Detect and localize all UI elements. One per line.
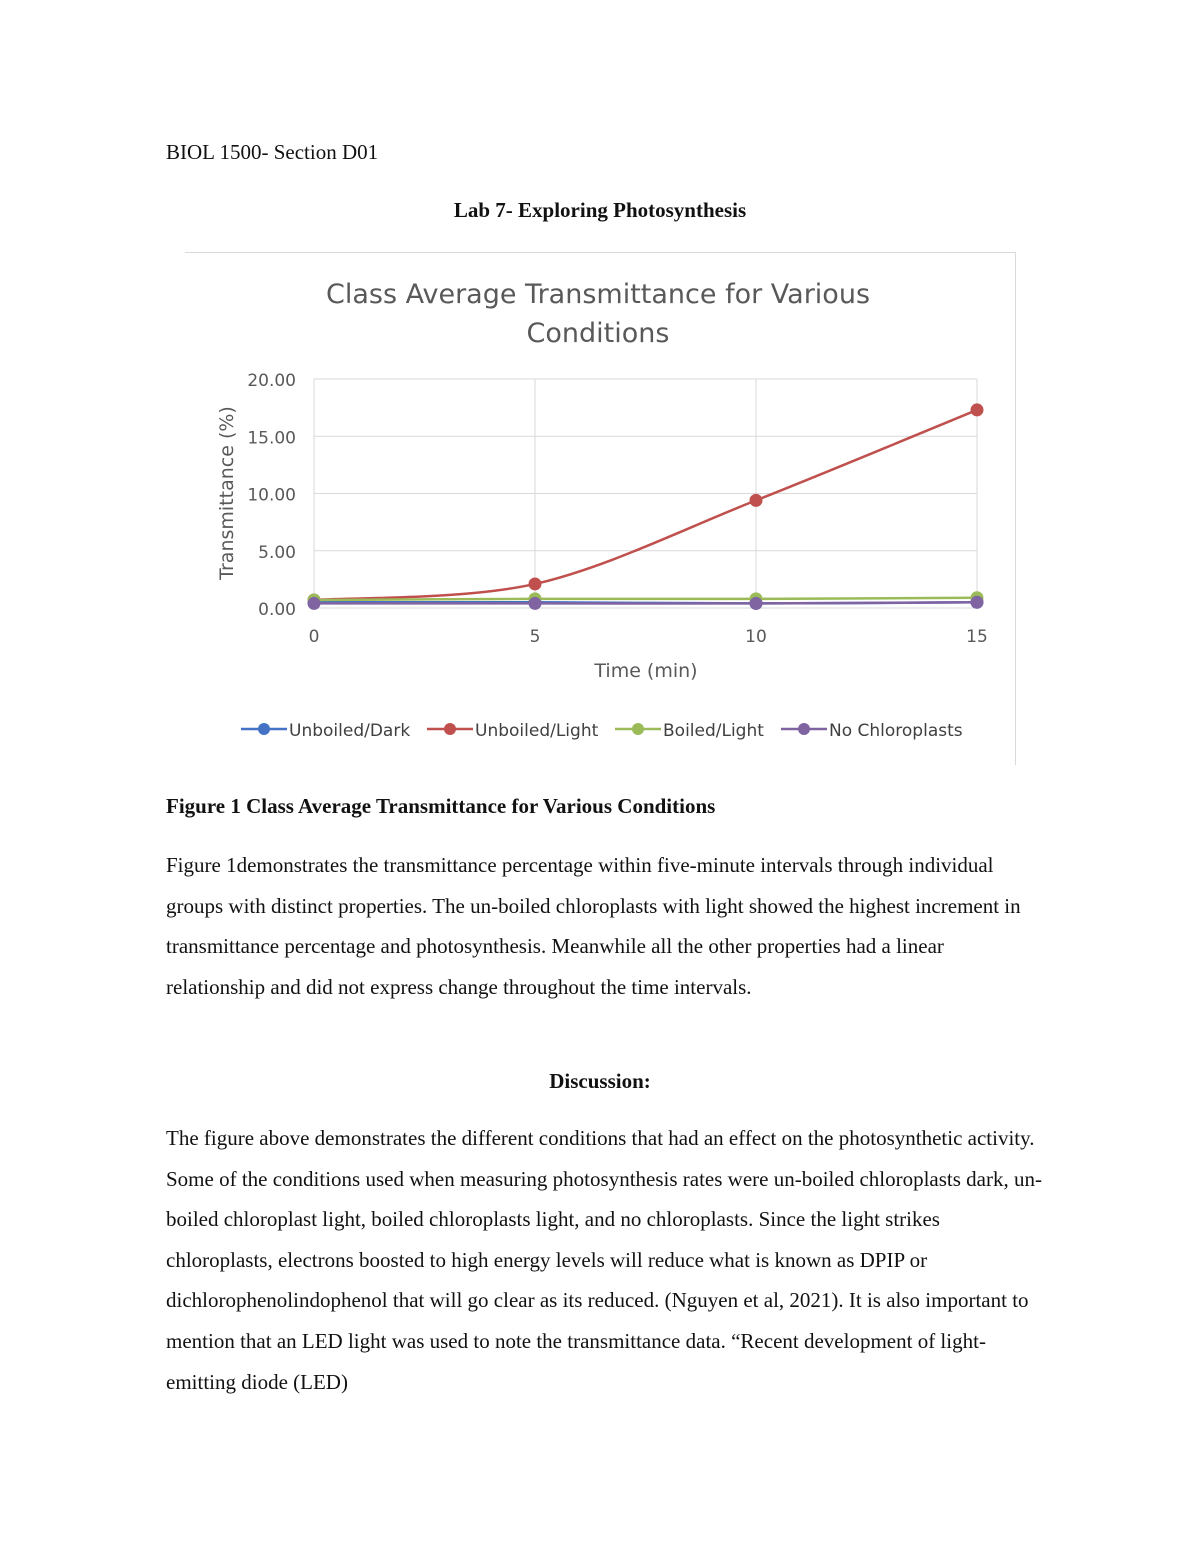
chart-title: [326, 279, 870, 349]
transmittance-line-chart: [185, 253, 1015, 765]
legend-marker-no-chloroplasts: [798, 723, 810, 735]
legend-label-no-chloroplasts: No Chloroplasts: [829, 721, 963, 741]
chart-title-line-1: Class Average Transmittance for Various: [325, 279, 871, 310]
data-point-unboiled-light: [750, 494, 762, 506]
x-tick-label: 5: [529, 627, 541, 647]
series-line-no-chloroplasts: [314, 602, 977, 603]
y-tick-label: 5.00: [258, 542, 296, 563]
x-axis-tick-labels: [309, 627, 988, 647]
data-point-no-chloroplasts: [971, 596, 983, 608]
chart-gridlines: [314, 379, 977, 608]
data-point-unboiled-light: [971, 404, 983, 416]
legend-label-boiled-light: Boiled/Light: [663, 721, 764, 741]
y-tick-label: 15.00: [247, 428, 296, 449]
legend-marker-boiled-light: [632, 723, 644, 735]
y-tick-label: 10.00: [247, 485, 296, 506]
y-axis-tick-labels: [247, 371, 296, 620]
legend-marker-unboiled-light: [444, 723, 456, 735]
chart-title-line-2: Conditions: [526, 318, 670, 349]
data-point-no-chloroplasts: [529, 597, 541, 609]
document-title: Lab 7- Exploring Photosynthesis: [453, 198, 747, 222]
legend-marker-unboiled-dark: [258, 723, 270, 735]
chart-legend: [241, 721, 963, 741]
legend-label-unboiled-light: Unboiled/Light: [475, 721, 599, 741]
discussion-heading: Discussion:: [549, 1069, 651, 1093]
figure-chart-container: [185, 252, 1016, 765]
y-tick-label: 20.00: [247, 371, 296, 391]
x-tick-label: 15: [966, 627, 988, 647]
legend-label-unboiled-dark: Unboiled/Dark: [289, 721, 411, 741]
course-header: BIOL 1500- Section D01: [166, 140, 379, 164]
chart-series: [308, 404, 983, 610]
x-tick-label: 10: [745, 627, 767, 647]
data-point-no-chloroplasts: [750, 597, 762, 609]
series-line-unboiled-light: [314, 410, 977, 600]
figure-caption: Figure 1 Class Average Transmittance for Various Conditions: [166, 794, 716, 818]
figure-description-paragraph: Figure 1demonstrates the transmittance percentage within five-minute intervals through individual groups with distinct properties. The un-boiled chloroplasts with light showed the highest increment in transmittance percentage and photosynthesis. Meanwhile all the other properties had a linear relationship and did not express change throughout the time intervals.: [166, 853, 1021, 999]
y-axis-label: Transmittance (%): [216, 406, 238, 580]
x-axis-label: Time (min): [594, 660, 698, 682]
discussion-paragraph: The figure above demonstrates the different conditions that had an effect on the photosynthetic activity. Some of the conditions used when measuring photosynthesis rates were un-boiled chloroplasts dark, un-boiled chloroplast light, boiled chloroplasts light, and no chloroplasts. Since the light strikes chloroplasts, electrons boosted to high energy levels will reduce what is known as DPIP or dichlorophenolindophenol that will go clear as its reduced. (Nguyen et al, 2021). It is also important to mention that an LED light was used to note the transmittance data. “Recent development of light-emitting diode (LED): [166, 1126, 1042, 1394]
x-tick-label: 0: [308, 627, 320, 647]
data-point-no-chloroplasts: [308, 597, 320, 609]
y-tick-label: 0.00: [258, 600, 296, 620]
data-point-unboiled-light: [529, 578, 541, 590]
